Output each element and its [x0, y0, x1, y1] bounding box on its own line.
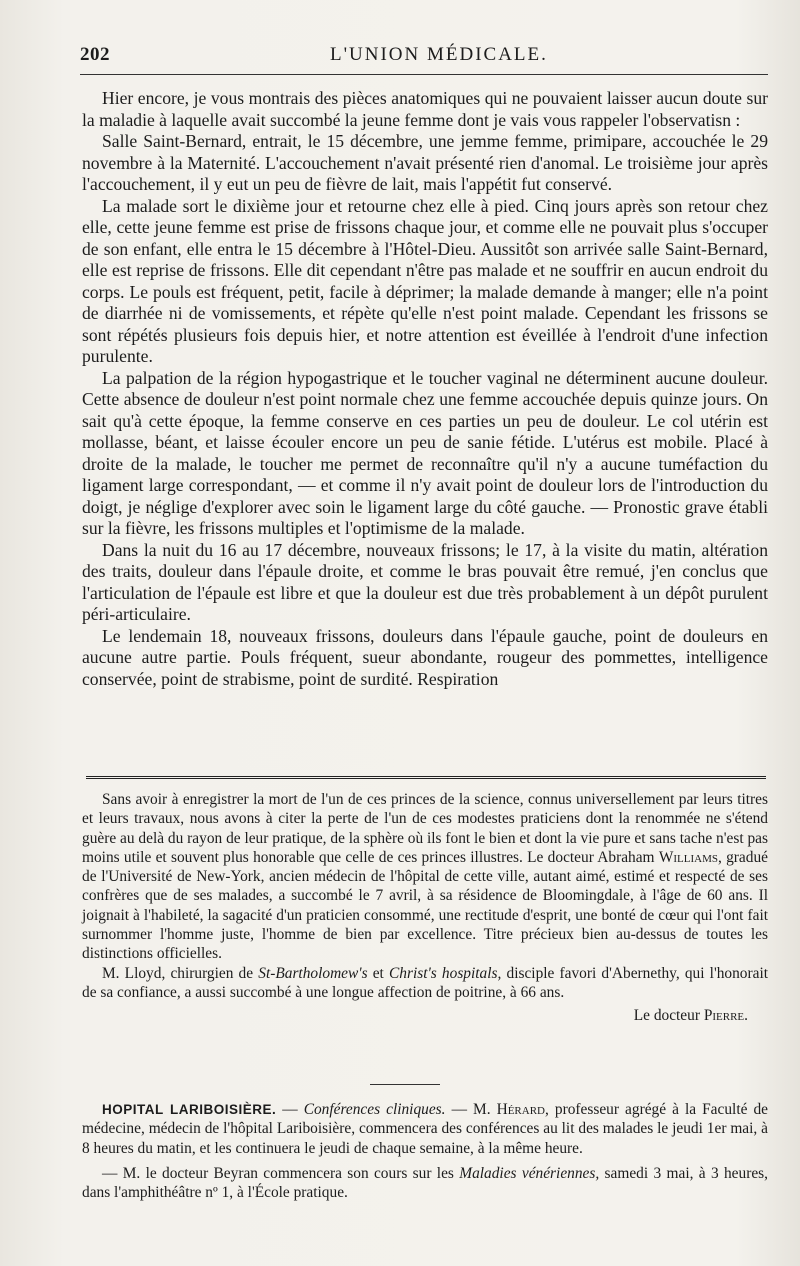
text-span: —: [276, 1101, 304, 1118]
text-span: Le docteur: [633, 1007, 704, 1025]
section-separator: [86, 776, 766, 779]
obituary-notes: [82, 790, 768, 1026]
news-item: [82, 1100, 768, 1158]
person-name: Hérard,: [496, 1101, 549, 1118]
paragraph: La palpation de la région hypogastrique et le toucher vaginal ne déterminent aucune douleur. Cette absence de douleur n'est point normale chez une femme accouchée depuis quinze jours. On sait qu'à cette époque, la femme conserve en ces parties un peu de douleur. Le col utérin est mollasse, béant, et laisse écouler encore un peu de sanie fétide. L'utérus est mobile. Placé à droite de la malade, le toucher me permet de reconnaître qu'il n'y a aucune tuméfaction du ligament large correspondant, — et comme il n'y avait point de douleur lors de l'introduction du doigt, je néglige d'explorer avec soin le ligament large du côté gauche. — Pronostic grave établi sur la fièvre, les frissons multiples et l'optimisme de la malade.: [82, 367, 768, 538]
news-heading: HOPITAL LARIBOISIÈRE.: [102, 1102, 277, 1117]
text-span: — M.: [445, 1101, 497, 1118]
signature-name: Pierre.: [703, 1007, 748, 1025]
text-span: et: [367, 964, 389, 982]
news-section: [82, 1100, 768, 1208]
paragraph: Hier encore, je vous montrais des pièces anatomiques qui ne pouvaient laisser aucun doute sur la maladie à laquelle avait succombé la jeune femme dont je vais vous rappeler l'observatisn :: [82, 88, 768, 130]
page-number: 202: [80, 44, 110, 65]
news-item: [82, 1164, 768, 1203]
paragraph: La malade sort le dixième jour et retourne chez elle à pied. Cinq jours après son retour chez elle, cette jeune femme est prise de frissons chaque jour, et comme elle ne pouvait plus s'occuper de son enfant, elle entra le 15 décembre à l'Hôtel-Dieu. Aussitôt son arrivée salle Saint-Bernard, elle est reprise de frissons. Elle dit cependant n'être pas malade et ne souffrir en aucun endroit du corps. Le pouls est fréquent, petit, facile à déprimer; la malade demande à manger; elle n'a point de diarrhée ni de vomissements, et répète qu'elle n'est point malade. Cependant les frissons se sont répétés plusieurs fois depuis hier, et notre attention est éveillée à l'endroit d'une infection purulente.: [82, 195, 768, 366]
obituary-paragraph: [82, 790, 768, 964]
text-span: samedi 3 mai, à 3 heures, dans l'amphithéâtre nº 1, à l'École pratique.: [82, 1164, 769, 1202]
obituary-paragraph: [82, 964, 768, 1003]
text-span: — M. le docteur Beyran commencera son cours sur les: [102, 1164, 460, 1182]
running-title: L'UNION MÉDICALE.: [330, 44, 548, 65]
hospital-name: Christ's hospitals,: [389, 964, 502, 982]
news-topic: Conférences cliniques.: [303, 1101, 446, 1118]
text-span: M. Lloyd, chirurgien de: [102, 964, 259, 982]
hospital-name: St-Bartholomew's: [258, 964, 368, 982]
paragraph: Le lendemain 18, nouveaux frissons, douleurs dans l'épaule gauche, point de douleurs en aucune autre partie. Pouls fréquent, sueur abondante, rougeur des pommettes, intelligence conservée, point de strabisme, point de surdité. Respiration: [82, 625, 768, 689]
page-header: [80, 44, 770, 74]
signature: [82, 1006, 768, 1025]
text-span: disciple favori d'Abernethy, qui l'honorait de sa confiance, a aussi succombé à une longue affection de poitrine, à 66 ans.: [82, 964, 769, 1001]
paragraph: Salle Saint-Bernard, entrait, le 15 décembre, une jemme femme, primipare, accouchée le 29 novembre à la Maternité. L'accouchement n'avait présenté rien d'anomal. Le troisième jour après l'accouchement, il y eut un peu de fièvre de lait, mais l'appétit fut conservé.: [82, 131, 768, 194]
text-span: professeur agrégé à la Faculté de médecine, médecin de l'hôpital Lariboisière, commencera des conférences au lit des malades le jeudi 1er mai, à 8 heures du matin, et les continuera le jeudi de chaque semaine, à la même heure.: [82, 1101, 768, 1157]
header-rule: [80, 74, 768, 75]
person-name: Williams: [658, 848, 718, 866]
text-span: , gradué de l'Université de New-York, ancien médecin de l'hôpital de cette ville, autant aimé, estimé et respecté de ses confrères que de ses malades, a succombé le 7 avril, à sa résidence de Bloomingdale, à l'âge de 60 ans. Il joignait à l'habileté, la sagacité d'un praticien consommé, une rectitude d'esprit, une bonté de cœur qui l'ont fait surnommer l'homme juste, l'homme de bien par excellence. Titre précieux bien au-dessus de toutes les distinctions officielles.: [82, 848, 768, 963]
text-span: Sans avoir à enregistrer la mort de l'un de ces princes de la science, connus universellement par leurs titres et leurs travaux, nous avons à citer la perte de l'un de ces modestes praticiens dont la renommée ne s'étend guère au delà du rayon de leur pratique, de la sphère où ils font le bien et dont la vie pure et sans tache n'est pas moins utile et souvent plus honorable que celle de ces princes illustres. Le docteur Abraham: [82, 791, 768, 866]
paragraph: Dans la nuit du 16 au 17 décembre, nouveaux frissons; le 17, à la visite du matin, altération des traits, douleur dans l'épaule droite, et comme le bras pouvait être remué, j'en conclus que l'articulation de l'épaule est libre et que la douleur est due très probablement à un dépôt purulent péri-articulaire.: [82, 539, 768, 624]
short-rule: [370, 1084, 440, 1085]
course-title: Maladies vénériennes,: [459, 1164, 600, 1182]
main-text: [82, 88, 768, 690]
